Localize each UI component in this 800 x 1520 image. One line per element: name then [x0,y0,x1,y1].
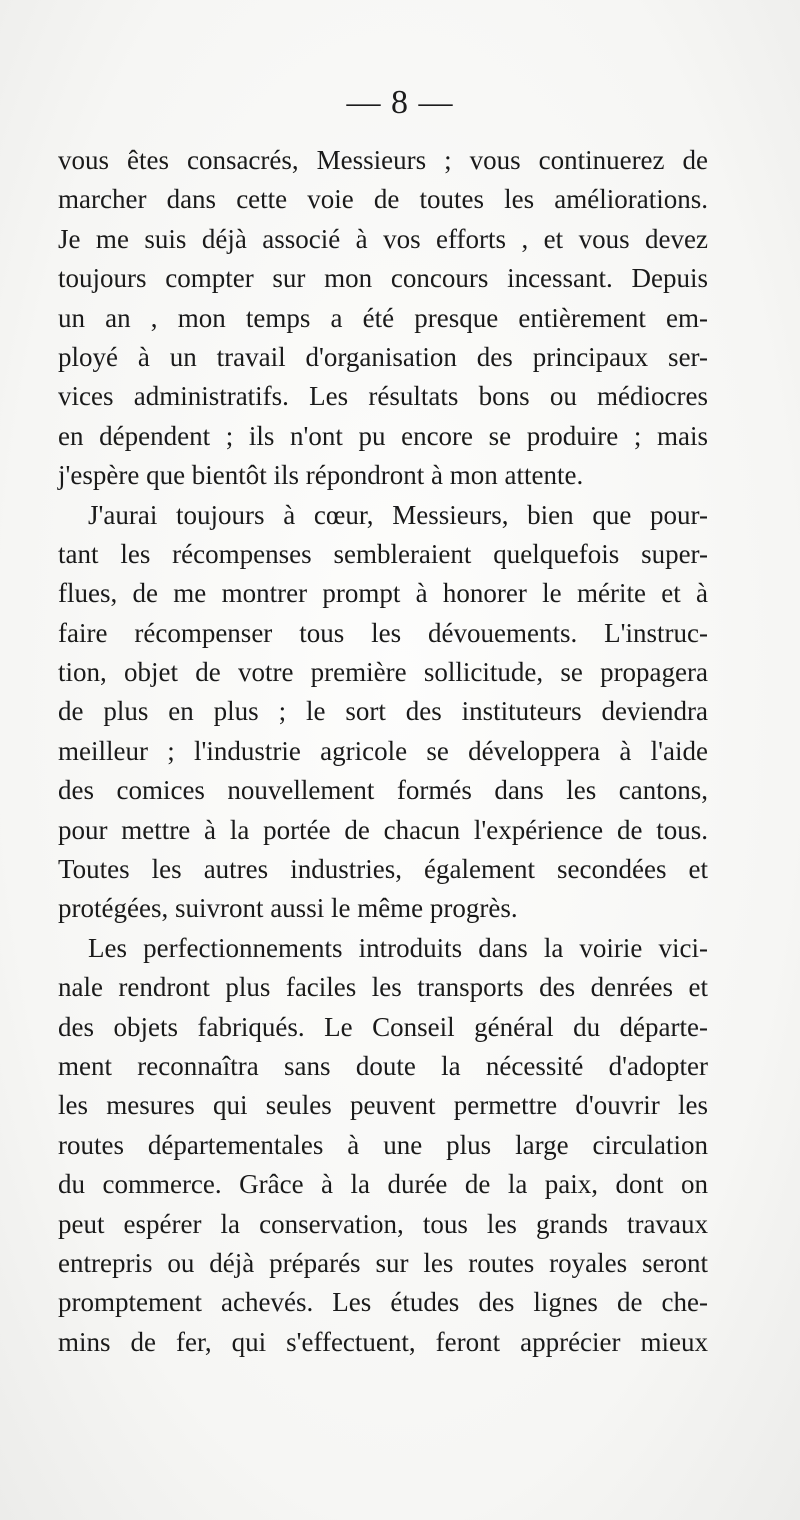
text-line: un an , mon temps a été presque entièrement em- [58,302,708,333]
text-line: pour mettre à la portée de chacun l'expérience de tous. [58,814,708,845]
text-line: des objets fabriqués. Le Conseil général du départe- [58,1011,708,1042]
text-line: tion, objet de votre première sollicitude, se propagera [58,657,708,688]
text-line: en dépendent ; ils n'ont pu encore se produire ; mais [58,420,708,451]
text-line: j'espère que bientôt ils répondront à mon attente. [58,460,584,491]
text-line: protégées, suivront aussi le même progrès. [58,893,518,924]
text-line: nale rendront plus faciles les transports des denrées et [58,972,708,1003]
text-line: ment reconnaîtra sans doute la nécessité d'adopter [58,1050,708,1081]
text-line: promptement achevés. Les études des lignes de che- [58,1287,708,1318]
text-line: ployé à un travail d'organisation des principaux ser- [58,341,708,372]
text-line: tant les récompenses sembleraient quelquefois super- [58,538,708,569]
page-number: — 8 — [346,84,454,121]
text-line: faire récompenser tous les dévouements. L'instruc- [58,617,708,648]
text-line: peut espérer la conservation, tous les grands travaux [58,1208,708,1239]
text-line: J'aurai toujours à cœur, Messieurs, bien que pour- [88,499,708,530]
text-line: les mesures qui seules peuvent permettre d'ouvrir les [58,1090,708,1121]
text-line: mins de fer, qui s'effectuent, feront apprécier mieux [58,1326,708,1357]
text-line: Toutes les autres industries, également secondées et [58,854,708,885]
text-line: marcher dans cette voie de toutes les améliorations. [58,184,708,215]
text-line: meilleur ; l'industrie agricole se développera à l'aide [58,735,708,766]
text-line: routes départementales à une plus large circulation [58,1129,708,1160]
text-line: des comices nouvellement formés dans les cantons, [58,775,708,806]
paragraph [58,929,708,1362]
text-line: flues, de me montrer prompt à honorer le mérite et à [58,578,708,609]
text-line: entrepris ou déjà préparés sur les routes royales seront [58,1247,708,1278]
paragraph [58,141,708,496]
text-line: toujours compter sur mon concours incessant. Depuis [58,263,708,294]
body-text [58,141,708,1362]
text-line: vices administratifs. Les résultats bons ou médiocres [58,381,708,412]
text-line: du commerce. Grâce à la durée de la paix, dont on [58,1169,708,1200]
text-line: de plus en plus ; le sort des instituteurs deviendra [58,696,708,727]
text-line: Les perfectionnements introduits dans la voirie vici- [88,932,708,963]
text-line: vous êtes consacrés, Messieurs ; vous continuerez de [58,145,708,175]
text-line: Je me suis déjà associé à vos efforts , et vous devez [58,223,708,254]
paragraph [58,496,708,929]
